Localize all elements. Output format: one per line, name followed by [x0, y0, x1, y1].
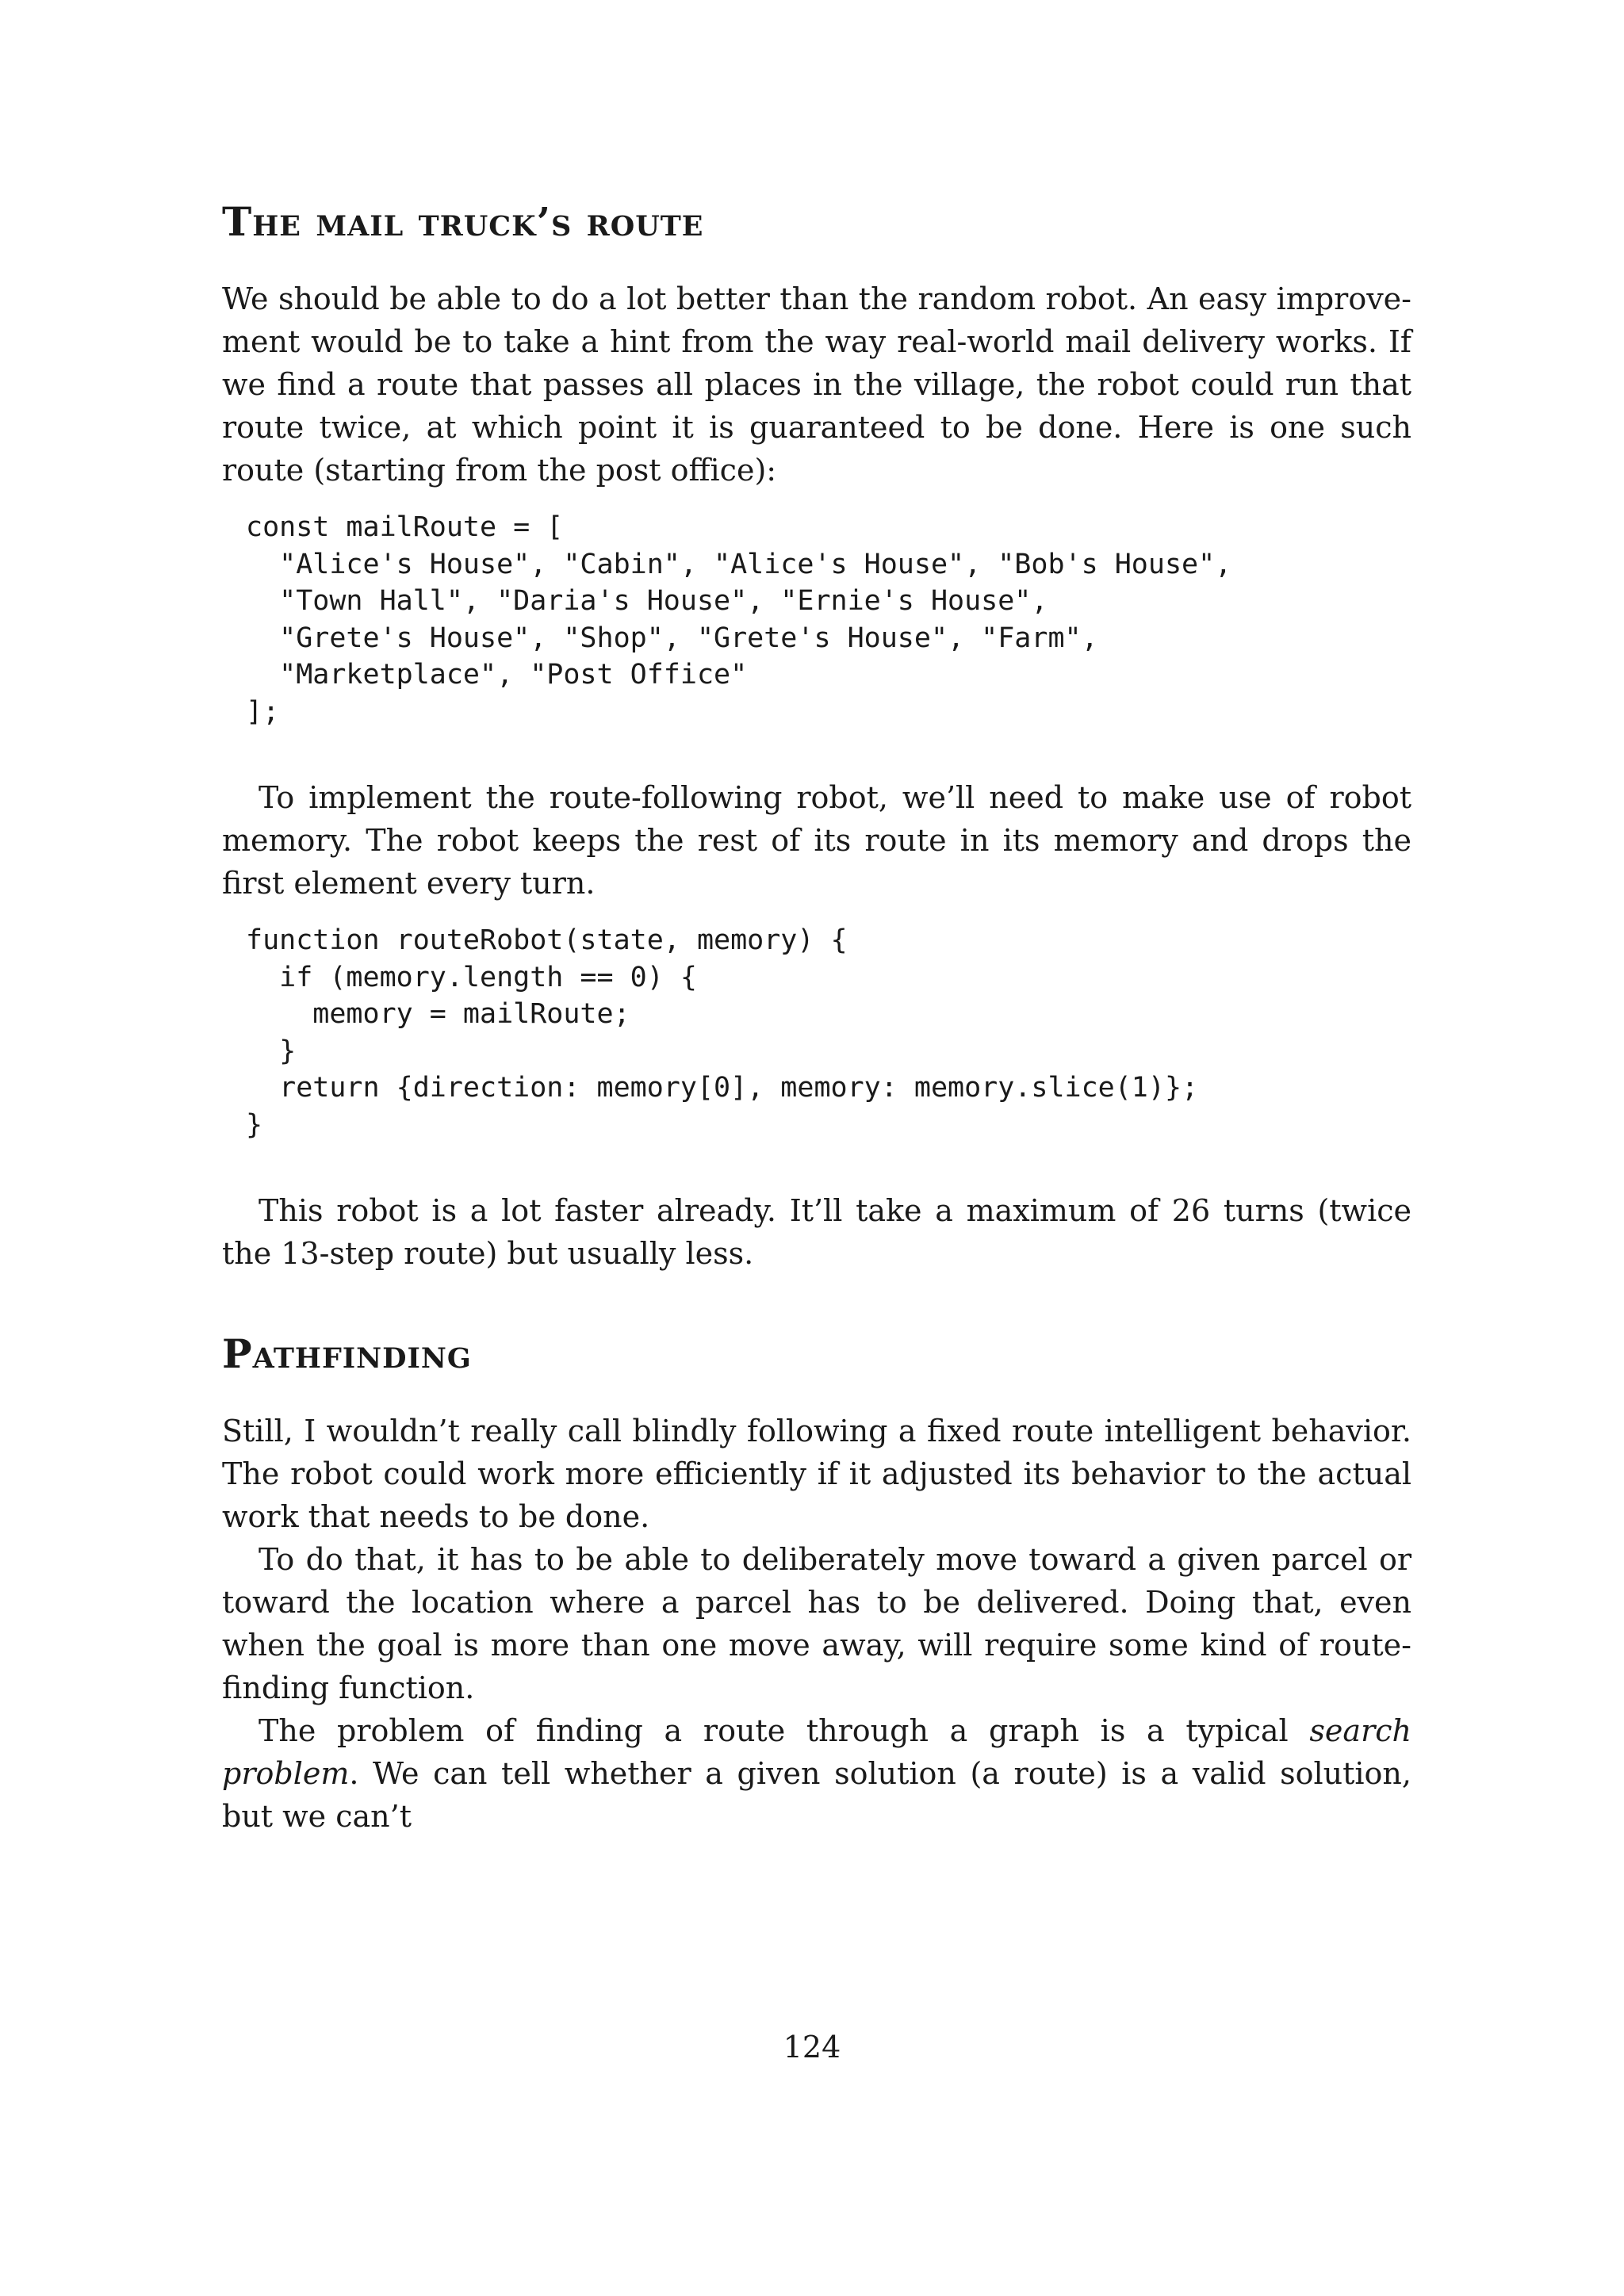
paragraph-route-intro: We should be able to do a lot better than the random robot. An easy improvement would be to take a hint from the way real-world mail delivery works. If we find a route that passes all places in the village, the robot could run that route twice, at which point it is guaranteed to be done. Here is one such route (starting from the post office): [222, 281, 1411, 488]
code-block-route-robot: function routeRobot(state, memory) { if (memory.length == 0) { memory = mailRoute; } return {direction: memory[0], memory: memory.slice(1)}; } [246, 924, 1199, 1141]
page-content [222, 198, 1411, 1838]
section-title-mail-truck-route: The mail truck’s route [222, 198, 704, 245]
section-title-pathfinding: Pathfinding [222, 1330, 472, 1377]
paragraph-pathfinding-intro: Still, I wouldn’t really call blindly following a fixed route intelligent behavior. The robot could work more efficiently if it adjusted its behavior to the actual work that needs to be done. [222, 1414, 1411, 1534]
paragraph-route-robot-speed: This robot is a lot faster already. It’ll take a maximum of 26 turns (twice the 13-step route) but usually less. [222, 1193, 1411, 1271]
search-problem-text-before: The problem of finding a route through a graph is a typical [259, 1713, 1310, 1748]
paragraph-route-robot-memory: To implement the route-following robot, we’ll need to make use of robot memory. The robot keeps the rest of its route in its memory and drops the first element every turn. [222, 780, 1411, 901]
paragraph-pathfinding-deliberate: To do that, it has to be able to deliberately move toward a given parcel or toward the location where a parcel has to be delivered. Doing that, even when the goal is more than one move away, will require some kind of route-finding function. [222, 1542, 1411, 1705]
search-problem-text-after: . We can tell whether a given solution (a route) is a valid solution, but we can’t [222, 1756, 1411, 1834]
paragraph-search-problem [222, 1709, 1411, 1838]
code-block-mail-route: const mailRoute = [ "Alice's House", "Cabin", "Alice's House", "Bob's House", "Town Hall", "Daria's House", "Ernie's House", "Grete's House", "Shop", "Grete's House", "Farm", "Marketplace", "Post Office" ]; [246, 511, 1232, 728]
page-number: 124 [783, 2030, 841, 2064]
search-problem-emphasis: search problem [222, 1713, 1411, 1791]
